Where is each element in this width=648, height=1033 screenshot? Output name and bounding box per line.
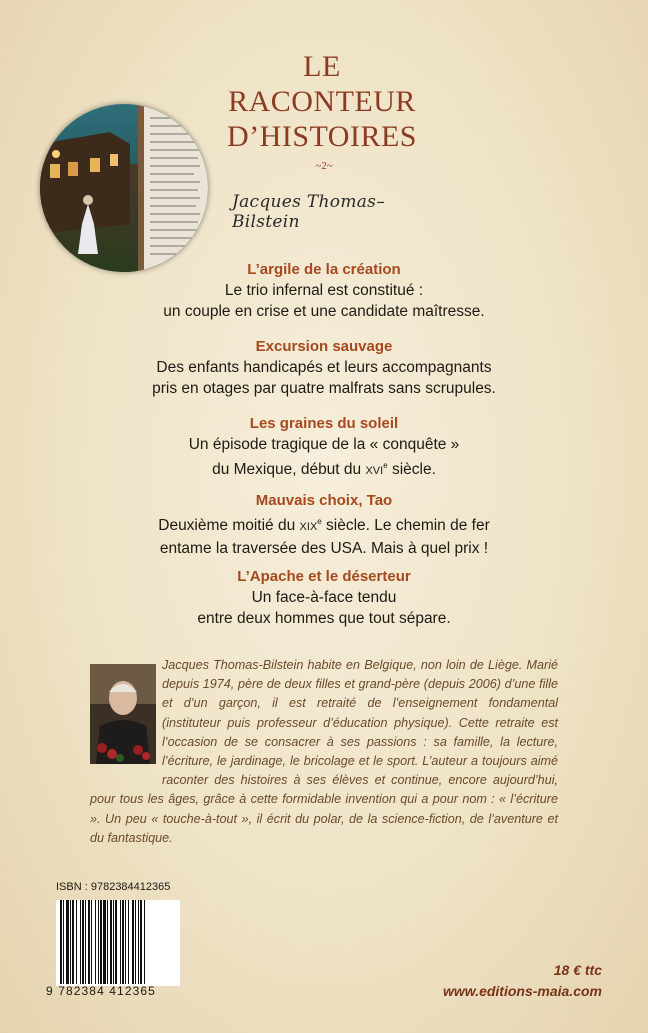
story-line: entame la traversée des USA. Mais à quel prix ! bbox=[159, 540, 489, 558]
story-3 bbox=[0, 414, 648, 482]
author-signature: Jacques Thomas–Bilstein bbox=[232, 192, 385, 232]
cover-illustration bbox=[40, 104, 208, 272]
story-line: un couple en crise et une candidate maîtresse. bbox=[163, 303, 485, 320]
story-5 bbox=[0, 567, 648, 629]
story-heading: Les graines du soleil bbox=[249, 415, 399, 432]
story-line: pris en otages par quatre malfrats sans scrupules. bbox=[152, 380, 496, 397]
story-line: Le trio infernal est constitué : bbox=[224, 282, 424, 299]
isbn-label: ISBN : 9782384412365 bbox=[56, 881, 171, 893]
author-biography bbox=[90, 656, 558, 848]
story-1 bbox=[0, 260, 648, 322]
author-biography-text: Jacques Thomas-Bilstein habite en Belgique, non loin de Liège. Marié depuis 1974, père de deux filles et grand-père (depuis 2006) d’une fille et d’un garçon, il est retraité de l’enseignement fondamental (instituteur puis professeur d’éducation physique). Cette retraite est l’occasion de se consacrer à ses passions : sa famille, la lecture, l’écriture, le jardinage, le bricolage et le sport. L’auteur a toujours aimé raconter des histoires à ses élèves et continue, encore aujourd’hui, pour tous les âges, grâce à cette formidable invention qui a pour nom : « l’écriture ». Un peu « touche-à-tout », il écrit du polar, de la science-fiction, de l’aventure et du fantastique. bbox=[90, 658, 558, 845]
story-2 bbox=[0, 337, 648, 399]
book-title-line-2: RACONTEUR bbox=[228, 85, 416, 118]
volume-number: ~2~ bbox=[315, 160, 333, 172]
story-heading: Mauvais choix, Tao bbox=[255, 492, 393, 509]
book-title-line-3: D’HISTOIRES bbox=[227, 120, 417, 153]
story-heading: L’Apache et le déserteur bbox=[237, 568, 411, 585]
story-4 bbox=[0, 491, 648, 559]
barcode-digits: 9 782384 412365 bbox=[46, 984, 156, 998]
price: 18 € ttc bbox=[553, 962, 602, 978]
story-line: entre deux hommes que tout sépare. bbox=[197, 610, 451, 627]
story-line: Un face-à-face tendu bbox=[251, 589, 397, 606]
story-line: Un épisode tragique de la « conquête » bbox=[188, 436, 460, 453]
story-heading: L’argile de la création bbox=[247, 261, 401, 278]
book-title-line-1: LE bbox=[303, 50, 341, 83]
story-line: Deuxième moitié du XIXe siècle. Le chemin de fer bbox=[158, 517, 490, 535]
story-heading: Excursion sauvage bbox=[255, 338, 393, 355]
publisher-website[interactable]: www.editions-maia.com bbox=[443, 983, 602, 999]
story-line: du Mexique, début du XVIe siècle. bbox=[212, 461, 436, 479]
barcode bbox=[56, 900, 180, 986]
story-line: Des enfants handicapés et leurs accompagnants bbox=[156, 359, 492, 376]
